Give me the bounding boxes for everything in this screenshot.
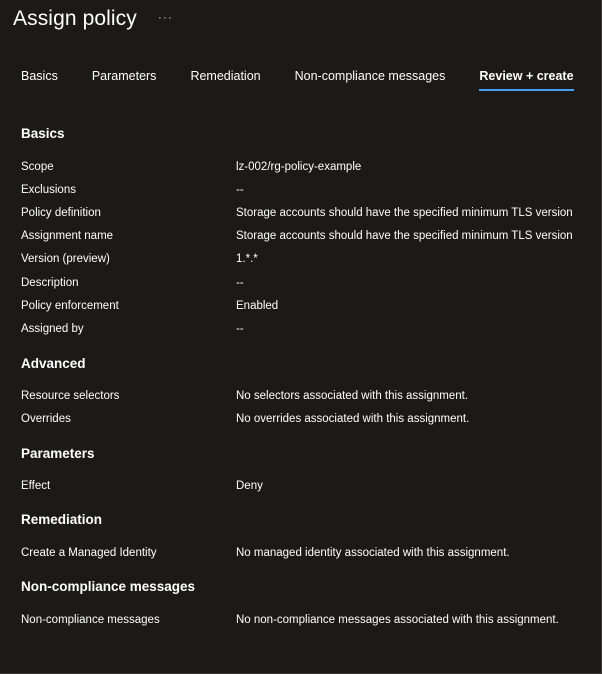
value-effect: Deny bbox=[236, 480, 263, 492]
label-create-managed-identity: Create a Managed Identity bbox=[21, 547, 157, 559]
tab-remediation[interactable]: Remediation bbox=[190, 69, 261, 83]
section-heading-non-compliance-messages: Non-compliance messages bbox=[21, 579, 196, 594]
section-heading-advanced: Advanced bbox=[21, 356, 86, 371]
more-options-icon[interactable]: ··· bbox=[157, 10, 173, 24]
label-policy-enforcement: Policy enforcement bbox=[21, 300, 119, 312]
section-heading-parameters: Parameters bbox=[21, 446, 95, 461]
tab-review-create[interactable]: Review + create bbox=[479, 68, 573, 92]
value-policy-definition: Storage accounts should have the specified minimum TLS version bbox=[236, 207, 573, 219]
value-policy-enforcement: Enabled bbox=[236, 300, 279, 312]
value-scope: lz-002/rg-policy-example bbox=[236, 161, 362, 173]
label-resource-selectors: Resource selectors bbox=[21, 390, 120, 402]
wizard-tabs bbox=[21, 68, 602, 94]
section-heading-basics: Basics bbox=[21, 126, 65, 141]
value-resource-selectors: No selectors associated with this assignment. bbox=[236, 390, 469, 402]
section-heading-remediation: Remediation bbox=[21, 512, 103, 527]
value-non-compliance-messages: No non-compliance messages associated with this assignment. bbox=[236, 614, 559, 626]
tab-parameters[interactable]: Parameters bbox=[91, 69, 157, 83]
label-exclusions: Exclusions bbox=[21, 184, 76, 196]
value-assignment-name: Storage accounts should have the specified minimum TLS version bbox=[236, 230, 573, 242]
tab-basics[interactable]: Basics bbox=[21, 69, 58, 83]
value-exclusions: -- bbox=[236, 184, 244, 196]
value-create-managed-identity: No managed identity associated with this assignment. bbox=[236, 547, 510, 559]
label-effect: Effect bbox=[21, 480, 51, 492]
title-row bbox=[13, 3, 173, 35]
value-version-preview: 1.*.* bbox=[236, 253, 258, 265]
page-title: Assign policy bbox=[13, 7, 137, 30]
label-description: Description bbox=[21, 277, 79, 289]
label-policy-definition: Policy definition bbox=[21, 207, 101, 219]
value-description: -- bbox=[236, 277, 244, 289]
label-overrides: Overrides bbox=[21, 413, 71, 425]
label-non-compliance-messages: Non-compliance messages bbox=[21, 614, 160, 626]
label-assignment-name: Assignment name bbox=[21, 230, 114, 242]
value-overrides: No overrides associated with this assignment. bbox=[236, 413, 470, 425]
label-scope: Scope bbox=[21, 161, 54, 173]
value-assigned-by: -- bbox=[236, 323, 244, 335]
tab-non-compliance-messages[interactable]: Non-compliance messages bbox=[294, 69, 446, 83]
label-assigned-by: Assigned by bbox=[21, 323, 84, 335]
label-version-preview: Version (preview) bbox=[21, 253, 110, 265]
